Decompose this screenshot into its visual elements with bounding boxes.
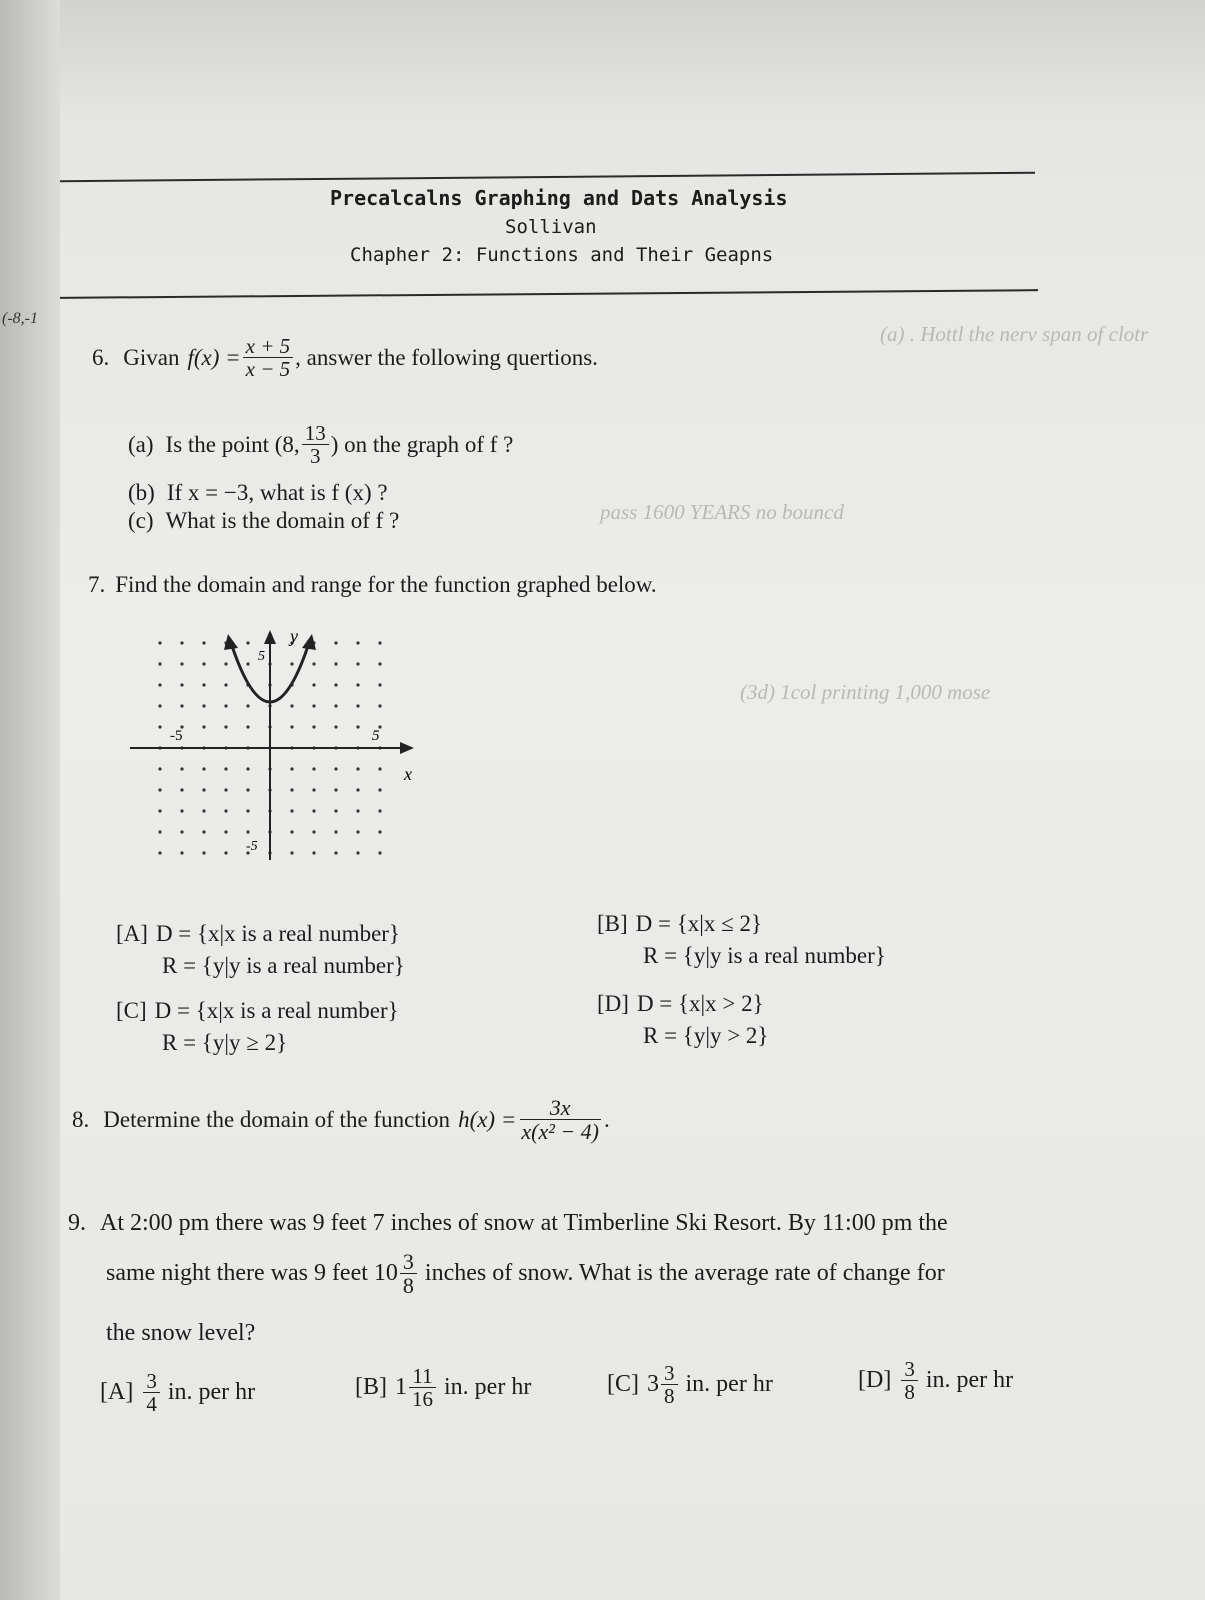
grid-dot xyxy=(180,851,183,854)
grid-dot xyxy=(224,725,227,728)
grid-dot xyxy=(202,767,205,770)
q7b-label: [B] xyxy=(597,911,628,936)
grid-dot xyxy=(356,830,359,833)
grid-dot xyxy=(224,662,227,665)
grid-dot xyxy=(246,725,249,728)
q6a-text-post: ) on the graph of f ? xyxy=(330,431,514,457)
q6b-text: If x = −3, what is f (x) ? xyxy=(166,480,388,505)
grid-dot xyxy=(312,725,315,728)
grid-dot xyxy=(378,683,381,686)
grid-dot xyxy=(290,662,293,665)
q9-line-2 xyxy=(106,1250,945,1297)
grid-dot xyxy=(158,641,161,644)
grid-dot xyxy=(290,788,293,791)
x-axis-arrow xyxy=(400,742,414,754)
grid-dot xyxy=(224,809,227,812)
q9-line1-text: At 2:00 pm there was 9 feet 7 inches of snow at Timberline Ski Resort. By 11:00 pm the xyxy=(100,1210,948,1236)
grid-dot xyxy=(290,851,293,854)
y-axis-arrow xyxy=(264,630,276,644)
q7a-domain: D = {x|x is a real number} xyxy=(155,921,400,946)
q9-number: 9. xyxy=(68,1210,86,1236)
q9d-unit: in. per hr xyxy=(925,1367,1014,1394)
q7-option-a xyxy=(116,918,405,982)
y-tick-bottom: -5 xyxy=(246,839,258,854)
grid-dot xyxy=(158,767,161,770)
q6-part-a xyxy=(128,422,513,467)
grid-dot xyxy=(378,851,381,854)
grid-dot xyxy=(224,683,227,686)
q7d-range: R = {y|y > 2} xyxy=(643,1023,769,1048)
grid-dot xyxy=(224,767,227,770)
q9a-fraction xyxy=(143,1370,160,1415)
grid-dot xyxy=(356,704,359,707)
header-title: Precalcalns Graphing and Dats Analysis xyxy=(330,186,788,210)
grid-dot xyxy=(356,788,359,791)
q6a-label: (a) xyxy=(128,431,154,457)
grid-dot xyxy=(356,662,359,665)
grid-dot xyxy=(224,851,227,854)
q7a-label: [A] xyxy=(116,921,148,946)
q9c-label: [C] xyxy=(607,1371,639,1398)
page-edge xyxy=(0,0,60,1600)
grid-dot xyxy=(312,683,315,686)
grid-dot xyxy=(378,662,381,665)
q6-part-b xyxy=(128,480,388,506)
q9b-fraction xyxy=(409,1365,436,1410)
grid-dot xyxy=(312,662,315,665)
curve-right-arrow xyxy=(302,634,316,650)
q6-function-fraction xyxy=(243,335,294,380)
grid-dot xyxy=(246,830,249,833)
q9b-num: 11 xyxy=(409,1365,435,1388)
grid-dot xyxy=(290,725,293,728)
grid-dot xyxy=(158,683,161,686)
q9d-label: [D] xyxy=(858,1367,892,1394)
grid-dot xyxy=(202,725,205,728)
grid-dot xyxy=(246,641,249,644)
q7b-range: R = {y|y is a real number} xyxy=(643,943,886,968)
question-7 xyxy=(88,572,657,598)
question-6 xyxy=(92,335,598,380)
q9-line-3: the snow level? xyxy=(106,1320,256,1346)
grid-dot xyxy=(158,788,161,791)
grid-dot xyxy=(180,788,183,791)
q6c-label: (c) xyxy=(128,508,154,533)
grid-dot xyxy=(202,683,205,686)
grid-dot xyxy=(378,788,381,791)
grid-dot xyxy=(246,809,249,812)
y-tick-top: 5 xyxy=(258,649,265,664)
grid-dot xyxy=(356,641,359,644)
grid-dot xyxy=(158,704,161,707)
q6-part-c xyxy=(128,508,399,534)
q7d-domain: D = {x|x > 2} xyxy=(636,991,764,1016)
q9c-whole: 3 xyxy=(647,1371,659,1398)
q9c-fraction xyxy=(661,1362,678,1407)
grid-dot xyxy=(246,788,249,791)
grid-dot xyxy=(334,662,337,665)
grid-dot xyxy=(356,725,359,728)
bleed-through-text: pass 1600 YEARS no bouncd xyxy=(600,500,844,524)
q6-lead: Givan xyxy=(123,344,180,370)
grid-dot xyxy=(290,809,293,812)
q7-function-graph xyxy=(130,628,430,873)
grid-dot xyxy=(202,704,205,707)
q7-option-b xyxy=(597,908,886,972)
q9a-num: 3 xyxy=(143,1370,160,1393)
q9b-whole: 1 xyxy=(395,1374,407,1401)
grid-dot xyxy=(224,788,227,791)
grid-dot xyxy=(334,641,337,644)
q9a-unit: in. per hr xyxy=(167,1379,256,1406)
grid-dot xyxy=(202,788,205,791)
q9a-label: [A] xyxy=(100,1379,134,1406)
x-tick-left: -5 xyxy=(170,728,183,744)
q9b-label: [B] xyxy=(355,1374,387,1401)
grid-dot xyxy=(180,683,183,686)
q7-option-d xyxy=(597,988,768,1052)
header-bottom-rule xyxy=(60,289,1038,299)
grid-dot xyxy=(246,662,249,665)
q7c-range: R = {y|y ≥ 2} xyxy=(162,1030,288,1055)
q9d-num: 3 xyxy=(901,1358,918,1381)
q9d-fraction xyxy=(901,1358,918,1403)
grid-dot xyxy=(356,809,359,812)
bleed-through-text: (a) . Hottl the nerv span of clotr xyxy=(880,322,1149,346)
grid-dot xyxy=(224,830,227,833)
q9-line2-post: inches of snow. What is the average rate of change for xyxy=(424,1260,945,1287)
q7c-label: [C] xyxy=(116,998,147,1023)
q6a-denominator: 3 xyxy=(309,444,321,469)
grid-dot xyxy=(312,851,315,854)
grid-dot xyxy=(158,809,161,812)
grid-dot xyxy=(378,767,381,770)
q8-text: Determine the domain of the function xyxy=(103,1106,451,1132)
q6-numerator: x + 5 xyxy=(243,335,294,358)
bleed-through-text: (3d) 1col printing 1,000 mose xyxy=(740,680,991,704)
grid-dot xyxy=(334,851,337,854)
q6a-text-pre: Is the point (8, xyxy=(165,431,300,457)
q9-frac-den: 8 xyxy=(402,1273,414,1299)
grid-dot xyxy=(378,830,381,833)
grid-dot xyxy=(224,704,227,707)
q9-mixed-fraction xyxy=(400,1250,417,1297)
q9-option-c xyxy=(607,1362,773,1407)
grid-dot xyxy=(334,725,337,728)
q9a-den: 4 xyxy=(146,1392,157,1417)
grid-dot xyxy=(202,830,205,833)
q6-tail: , answer the following quertions. xyxy=(295,344,598,370)
grid-dot xyxy=(202,809,205,812)
grid-dot xyxy=(334,788,337,791)
header-top-rule xyxy=(60,172,1035,183)
grid-dot xyxy=(312,788,315,791)
q7-number: 7. xyxy=(88,572,106,597)
grid-dot xyxy=(158,851,161,854)
grid-dot xyxy=(158,662,161,665)
grid-dot xyxy=(202,641,205,644)
grid-dot xyxy=(290,767,293,770)
question-8 xyxy=(72,1096,610,1143)
grid-dot xyxy=(334,767,337,770)
header-chapter: Chapher 2: Functions and Their Geapns xyxy=(350,244,774,266)
q9c-num: 3 xyxy=(661,1362,678,1385)
q9c-den: 8 xyxy=(664,1384,675,1409)
q9b-unit: in. per hr xyxy=(444,1374,532,1401)
grid-dot xyxy=(312,767,315,770)
q8-numerator: 3x xyxy=(520,1096,601,1120)
grid-dot xyxy=(312,830,315,833)
q8-fraction xyxy=(518,1096,602,1143)
grid-dot xyxy=(334,683,337,686)
q6a-fraction xyxy=(302,422,329,467)
header-author: Sollivan xyxy=(505,216,597,238)
grid-dot xyxy=(378,704,381,707)
grid-dot xyxy=(180,809,183,812)
q9c-unit: in. per hr xyxy=(685,1371,773,1398)
grid-dot xyxy=(312,704,315,707)
grid-dot xyxy=(246,767,249,770)
q8-number: 8. xyxy=(72,1106,90,1132)
curve-left-arrow xyxy=(224,634,238,650)
q7c-domain: D = {x|x is a real number} xyxy=(154,998,399,1023)
q7b-domain: D = {x|x ≤ 2} xyxy=(635,911,763,936)
grid-dot xyxy=(202,662,205,665)
x-axis-label: x xyxy=(404,764,412,784)
grid-dot xyxy=(378,809,381,812)
q6b-label: (b) xyxy=(128,480,155,505)
q8-denominator: x(x² − 4) xyxy=(521,1119,599,1145)
q9-option-b xyxy=(355,1365,531,1410)
q6-number: 6. xyxy=(92,344,110,370)
grid-dot xyxy=(180,641,183,644)
grid-dot xyxy=(334,704,337,707)
q9b-den: 16 xyxy=(412,1387,433,1412)
grid-dot xyxy=(158,830,161,833)
grid-dot xyxy=(334,809,337,812)
q6-function-lhs: f(x) = xyxy=(187,344,241,370)
x-tick-right: 5 xyxy=(372,728,380,744)
q9d-den: 8 xyxy=(904,1380,915,1405)
margin-note: (-8,-1 xyxy=(2,310,38,327)
q7a-range: R = {y|y is a real number} xyxy=(162,953,405,978)
q9-option-a xyxy=(100,1370,255,1415)
q6-denominator: x − 5 xyxy=(245,357,291,382)
q7-option-c xyxy=(116,995,399,1059)
grid-dot xyxy=(356,683,359,686)
grid-dot xyxy=(180,662,183,665)
grid-dot xyxy=(334,830,337,833)
grid-dot xyxy=(246,704,249,707)
grid-dot xyxy=(180,767,183,770)
grid-dot xyxy=(202,851,205,854)
q7d-label: [D] xyxy=(597,991,629,1016)
q9-option-d xyxy=(858,1358,1013,1403)
grid-dot xyxy=(378,641,381,644)
grid-dot xyxy=(180,830,183,833)
grid-dot xyxy=(356,767,359,770)
grid-dot xyxy=(312,809,315,812)
q8-period: . xyxy=(604,1106,610,1132)
q7-text: Find the domain and range for the function graphed below. xyxy=(115,572,657,597)
grid-dot xyxy=(356,851,359,854)
grid-dot xyxy=(290,704,293,707)
grid-dot xyxy=(290,830,293,833)
q8-function-lhs: h(x) = xyxy=(458,1106,517,1132)
q6c-text: What is the domain of f ? xyxy=(165,508,400,533)
q9-frac-num: 3 xyxy=(400,1250,417,1274)
grid-dot xyxy=(158,725,161,728)
q9-line2-pre: same night there was 9 feet 10 xyxy=(106,1260,398,1287)
grid-dot xyxy=(180,704,183,707)
q6a-numerator: 13 xyxy=(302,422,329,445)
q9-line-1 xyxy=(68,1210,948,1237)
y-axis-label: y xyxy=(290,628,298,646)
